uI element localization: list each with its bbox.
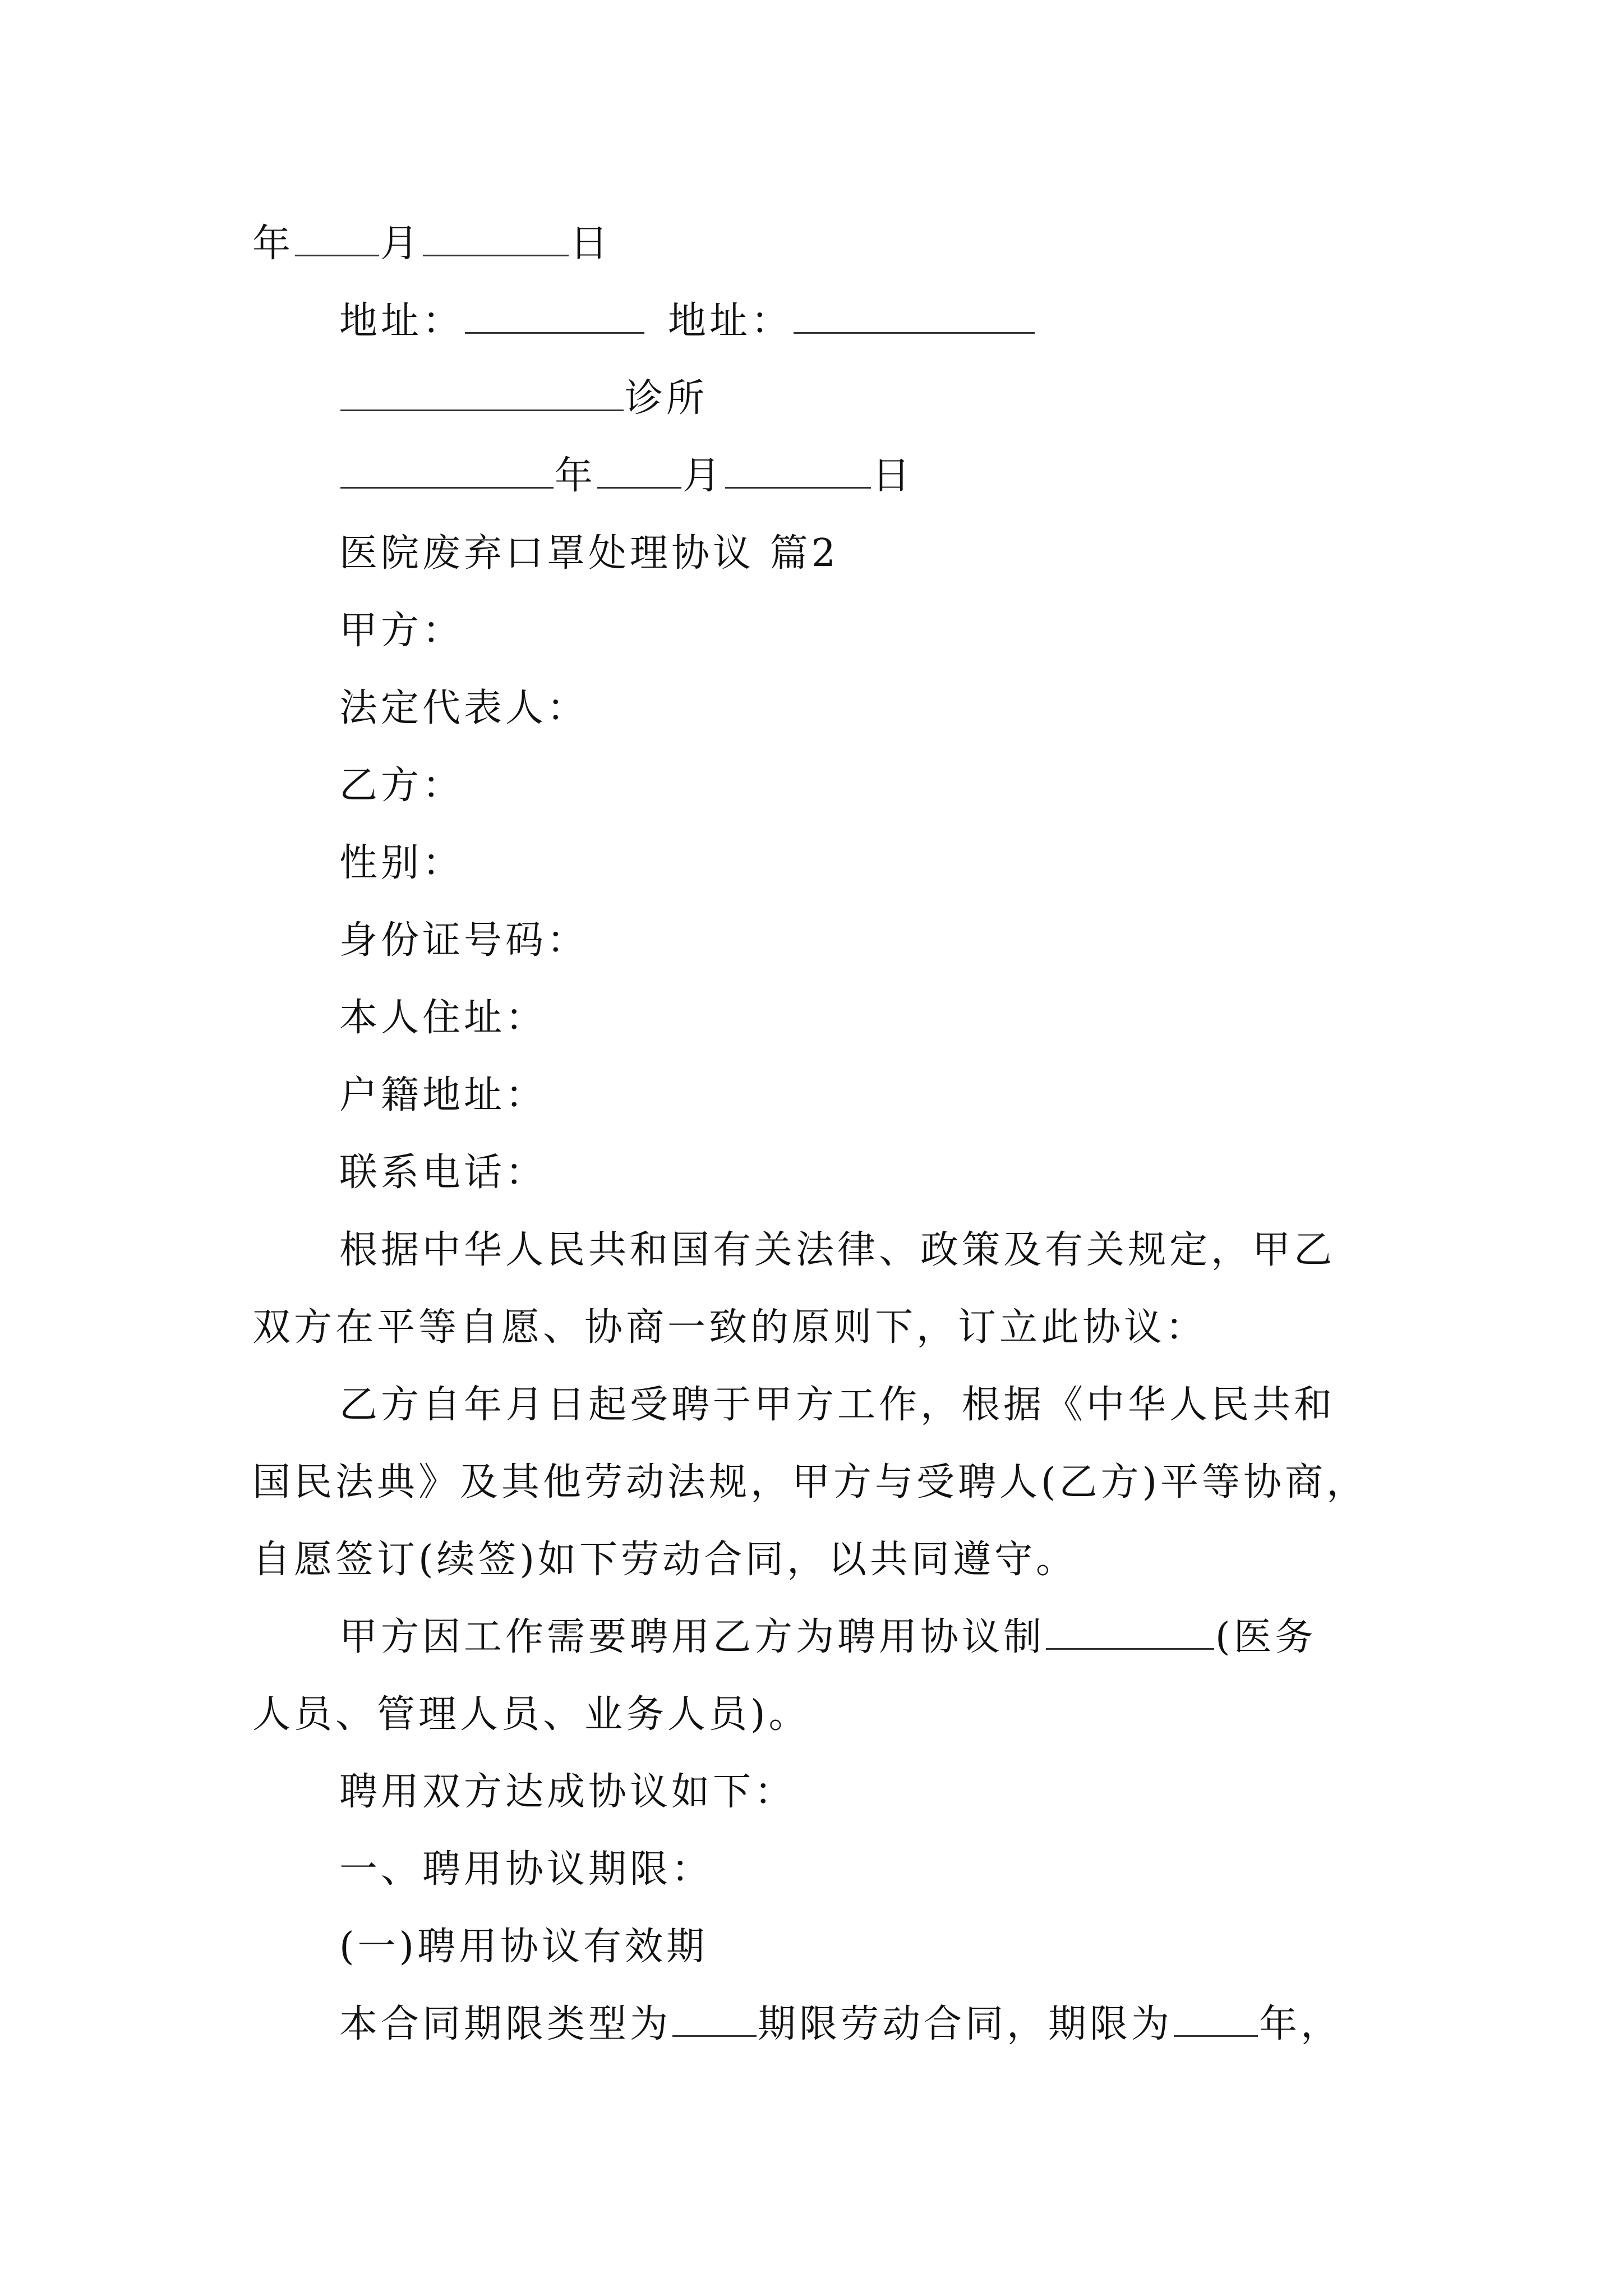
address-blank-1	[465, 298, 644, 334]
position-blank	[1046, 1614, 1214, 1650]
field-id-number: 身份证号码：	[339, 918, 589, 963]
clinic-line	[339, 374, 708, 424]
field-party-a: 甲方：	[339, 609, 464, 653]
year-blank-2	[340, 453, 554, 489]
paragraph-3-line-1	[339, 1612, 1317, 1663]
paragraph-2-line-3: 自愿签订(续签)如下劳动合同，以共同遵守。	[252, 1538, 1078, 1582]
day-blank-2	[725, 453, 871, 489]
date2-day-label: 日	[872, 454, 914, 498]
date-line	[252, 219, 611, 269]
address-line	[339, 296, 1036, 347]
paragraph-3-line-2: 人员、管理人员、业务人员)。	[252, 1692, 810, 1737]
paragraph-5	[339, 1999, 1342, 2050]
paragraph-4: 聘用双方达成协议如下：	[339, 1770, 796, 1814]
field-address: 本人住址：	[339, 996, 547, 1040]
field-phone: 联系电话：	[339, 1151, 547, 1195]
paragraph-5-part-3: 年，	[1259, 2002, 1343, 2046]
date-day-label: 日	[570, 222, 612, 266]
date-line-2	[339, 451, 914, 501]
field-household-address: 户籍地址：	[339, 1073, 547, 1117]
date-year-label: 年	[252, 222, 294, 266]
field-legal-rep: 法定代表人：	[339, 686, 589, 730]
heading-validity: (一)聘用协议有效期	[339, 1925, 708, 1969]
paragraph-3-suffix: (医务	[1215, 1615, 1317, 1659]
month-blank-2	[597, 453, 681, 489]
date2-month-label: 月	[683, 454, 725, 498]
field-gender: 性别：	[339, 841, 464, 885]
month-blank	[295, 221, 379, 256]
section-title: 医院废弃口罩处理协议 篇2	[339, 531, 839, 576]
address-blank-2	[794, 298, 1035, 334]
clinic-blank	[340, 376, 624, 411]
address-label-1: 地址：	[339, 299, 464, 343]
paragraph-5-part-2: 期限劳动合同，期限为	[758, 2002, 1173, 2046]
heading-term: 一、聘用协议期限：	[339, 1847, 713, 1892]
address-label-2: 地址：	[668, 299, 793, 343]
day-blank	[423, 221, 569, 256]
term-type-blank	[672, 2001, 757, 2037]
date2-year-label: 年	[555, 454, 597, 498]
paragraph-1-line-2: 双方在平等自愿、协商一致的原则下，订立此协议：	[252, 1305, 1207, 1350]
term-years-blank	[1174, 2001, 1258, 2037]
paragraph-2-line-2: 国民法典》及其他劳动法规，甲方与受聘人(乙方)平等协商，	[252, 1460, 1368, 1504]
date-month-label: 月	[380, 222, 422, 266]
clinic-suffix: 诊所	[625, 376, 708, 421]
paragraph-5-part-1: 本合同期限类型为	[339, 2002, 672, 2046]
field-party-b: 乙方：	[339, 763, 464, 808]
paragraph-3-prefix: 甲方因工作需要聘用乙方为聘用协议制	[339, 1615, 1045, 1659]
paragraph-2-line-1: 乙方自年月日起受聘于甲方工作，根据《中华人民共和	[339, 1383, 1336, 1427]
paragraph-1-line-1: 根据中华人民共和国有关法律、政策及有关规定，甲乙	[339, 1228, 1336, 1272]
